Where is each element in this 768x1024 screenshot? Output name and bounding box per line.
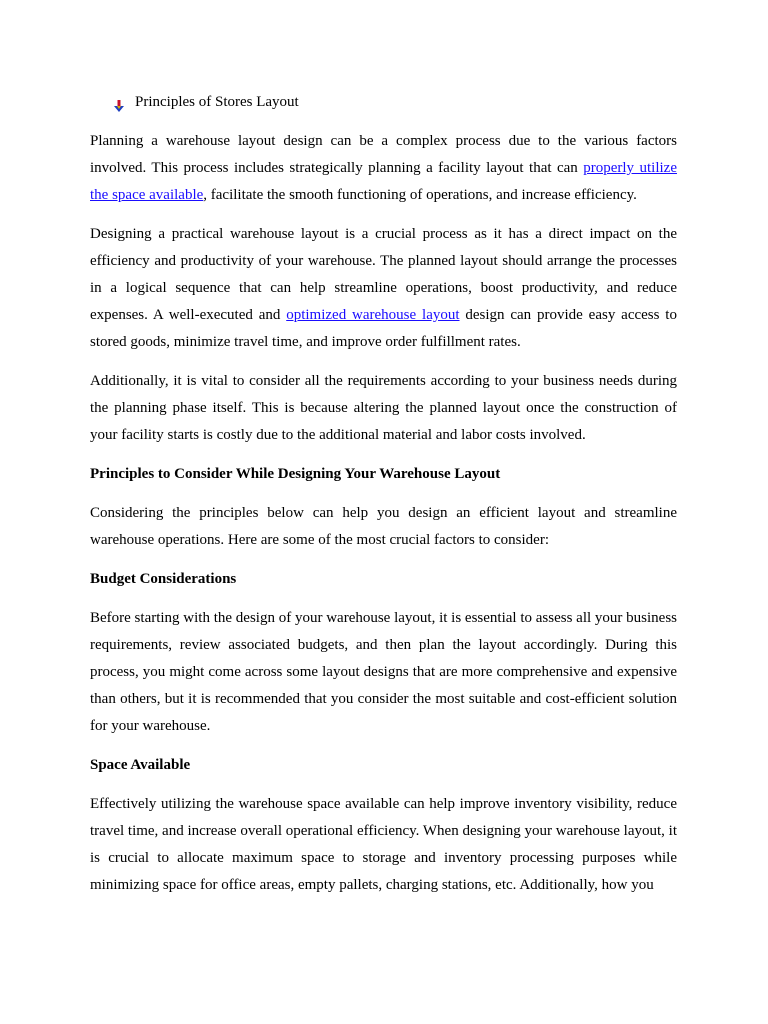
- heading-space: Space Available: [90, 757, 191, 773]
- arrow-bullet-icon: [112, 96, 126, 110]
- para2-text-after: design can provide easy access to stored goods, minimize travel time, and improve order fulfillment rates.: [90, 307, 677, 350]
- paragraph-budget: Before starting with the design of your warehouse layout, it is essential to assess all your business requirements, review associated budgets, and then plan the layout accordingly. During this process, you might come across some layout designs that are more comprehensive and expensive than others, but it is recommended that you consider the most suitable and cost-efficient solution for your warehouse.: [90, 610, 677, 734]
- paragraph-designing: [90, 221, 677, 356]
- link-optimized-layout[interactable]: optimized warehouse layout: [286, 307, 460, 323]
- link-properly-utilize[interactable]: properly utilize the space available: [90, 160, 677, 203]
- heading-principles: Principles to Consider While Designing Your Warehouse Layout: [90, 466, 501, 482]
- document-page: [90, 89, 677, 911]
- paragraph-intro: [90, 128, 677, 209]
- paragraph-considering: Considering the principles below can help you design an efficient layout and streamline warehouse operations. Here are some of the most crucial factors to consider:: [90, 505, 677, 548]
- paragraph-additionally: Additionally, it is vital to consider all the requirements according to your business needs during the planning phase itself. This is because altering the planned layout once the construction of your facility starts is costly due to the additional material and labor costs involved.: [90, 373, 677, 443]
- bullet-heading-line: [112, 89, 677, 116]
- paragraph-space: Effectively utilizing the warehouse space available can help improve inventory visibility, reduce travel time, and increase overall operational efficiency. When designing your warehouse layout, it is crucial to allocate maximum space to storage and inventory processing purposes while minimizing space for office areas, empty pallets, charging stations, etc. Additionally, how you: [90, 796, 678, 893]
- bullet-heading-text: Principles of Stores Layout: [135, 94, 299, 110]
- para1-text-before: Planning a warehouse layout design can be a complex process due to the various factors involved. This process includes strategically planning a facility layout that can: [90, 133, 677, 176]
- para1-text-after: , facilitate the smooth functioning of operations, and increase efficiency.: [203, 187, 637, 203]
- heading-budget: Budget Considerations: [90, 571, 237, 587]
- para2-text-before: Designing a practical warehouse layout is a crucial process as it has a direct impact on the efficiency and productivity of your warehouse. The planned layout should arrange the processes in a logical sequence that can help streamline operations, boost productivity, and reduce expenses. A well-executed and: [90, 226, 677, 323]
